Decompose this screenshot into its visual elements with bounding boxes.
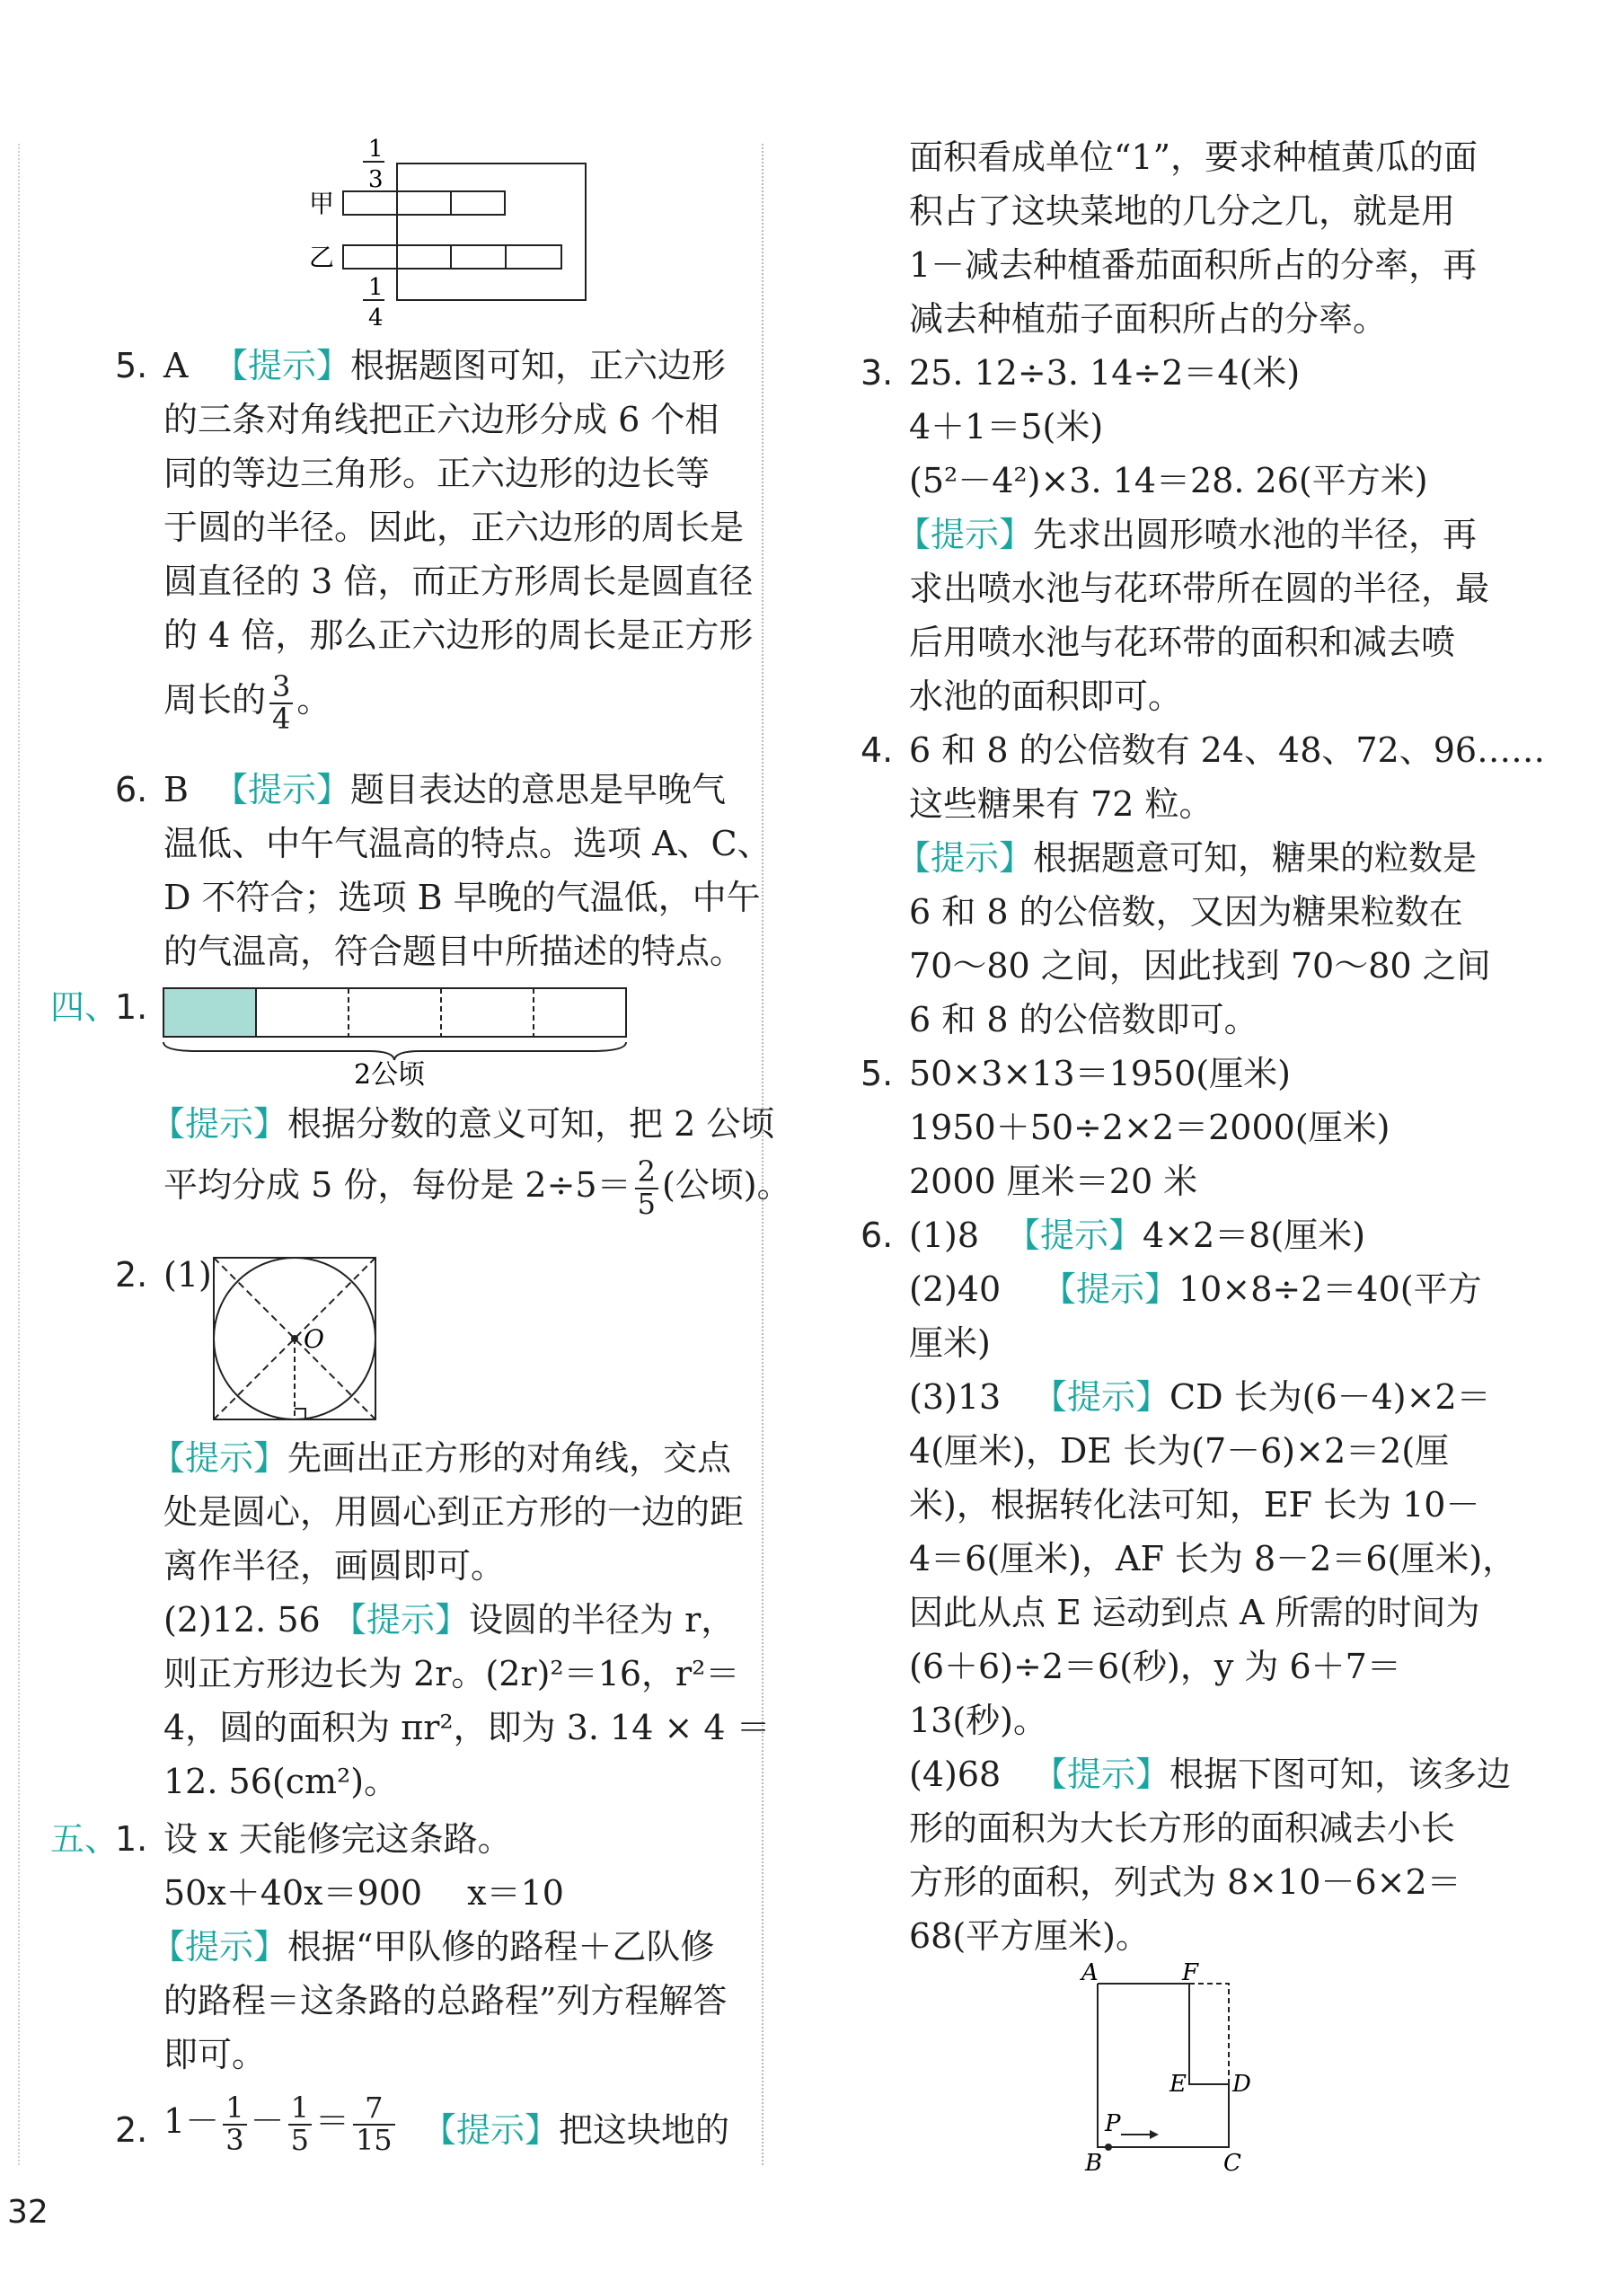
s5-q2-cont-line: 1－减去种植番茄面积所占的分率，再 bbox=[909, 245, 1478, 285]
hint-label: 【提示】 bbox=[151, 1927, 288, 1967]
s5-q6-p3-line: (6＋6)÷2＝6(秒)，y 为 6＋7＝ bbox=[909, 1647, 1401, 1686]
hint-label: 【提示】 bbox=[214, 346, 351, 385]
s4-q1-last-prefix: 平均分成 5 份，每份是 2÷5＝ bbox=[163, 1165, 631, 1206]
s4-q2-hint-line: 离作半径，画圆即可。 bbox=[163, 1546, 506, 1586]
fraction-1-3 bbox=[223, 2093, 246, 2155]
q3-6-number: 6. bbox=[115, 770, 148, 809]
s5-q6-p2-hint: 10×8÷2＝40(平方 bbox=[1178, 1269, 1482, 1309]
q3-5-line: 圆直径的 3 倍，而正方形周长是圆直径 bbox=[163, 561, 754, 601]
s5-q2-cont-line: 积占了这块菜地的几分之几，就是用 bbox=[909, 191, 1456, 231]
frac-num: 2 bbox=[635, 1157, 658, 1189]
q3-5-line: 同的等边三角形。正六边形的边长等 bbox=[163, 454, 710, 493]
column-separator bbox=[762, 144, 763, 2165]
hint-label: 【提示】 bbox=[1042, 1269, 1179, 1309]
frac-den: 15 bbox=[355, 2122, 393, 2157]
yi-label: 乙 bbox=[309, 243, 335, 272]
section-5-label: 五、 bbox=[50, 1819, 119, 1859]
s4-q1-number: 1. bbox=[115, 987, 148, 1027]
s5-q5-line: 2000 厘米＝20 米 bbox=[909, 1162, 1198, 1201]
expr-a: 1－ bbox=[163, 2101, 220, 2142]
label-c: C bbox=[1223, 2150, 1241, 2177]
s5-q4-line: 6 和 8 的公倍数有 24、48、72、96…… bbox=[909, 730, 1546, 770]
s5-q6-p4-line: 68(平方厘米)。 bbox=[909, 1916, 1151, 1956]
s5-q6-p3-hint: CD 长为(6－4)×2＝ bbox=[1169, 1377, 1491, 1417]
q3-6-line: D 不符合；选项 B 早晚的气温低，中午 bbox=[163, 878, 761, 917]
hint-label: 【提示】 bbox=[214, 770, 351, 809]
q3-5-line: 的 4 倍，那么正六边形的周长是正方形 bbox=[163, 615, 754, 655]
square-circle-figure bbox=[210, 1254, 381, 1425]
label-d: D bbox=[1232, 2071, 1251, 2098]
q3-5-line: 于圆的半径。因此，正六边形的周长是 bbox=[163, 508, 745, 547]
s5-q4-hint-line: 6 和 8 的公倍数，又因为糖果粒数在 bbox=[909, 892, 1463, 932]
s4-q2-part2-answer: (2)12. 56 bbox=[163, 1600, 321, 1640]
s5-q1-hint-line: 即可。 bbox=[163, 2035, 267, 2074]
label-a: A bbox=[1081, 1959, 1099, 1986]
label-e: E bbox=[1169, 2071, 1187, 2098]
s5-q6-p3-line: 13(秒)。 bbox=[909, 1701, 1048, 1740]
q3-5-last-suffix: 。 bbox=[296, 680, 331, 720]
s4-q2-part2-line: 12. 56(cm²)。 bbox=[163, 1762, 399, 1801]
hint-label: 【提示】 bbox=[1006, 1216, 1143, 1255]
s5-q6-number: 6. bbox=[861, 1216, 894, 1255]
s5-q6-p3-answer: (3)13 bbox=[909, 1377, 1002, 1417]
fraction-3-4 bbox=[269, 669, 293, 736]
polygon-figure bbox=[1069, 1958, 1275, 2183]
fraction-2-5 bbox=[635, 1154, 658, 1221]
fraction-1-5 bbox=[288, 2093, 312, 2155]
s5-q4-hint-line: 根据题意可知，糖果的粒数是 bbox=[1033, 838, 1478, 878]
s5-q3-number: 3. bbox=[861, 353, 894, 393]
frac-num: 7 bbox=[353, 2093, 395, 2126]
hint-label: 【提示】 bbox=[1033, 1377, 1170, 1417]
s5-q6-p4-line: 形的面积为大长方形的面积减去小长 bbox=[909, 1808, 1456, 1848]
bottom-frac-num: 1 bbox=[368, 274, 384, 301]
s5-q3-hint-line: 先求出圆形喷水池的半径，再 bbox=[1033, 515, 1478, 554]
s5-q1-line: 设 x 天能修完这条路。 bbox=[163, 1819, 512, 1859]
q3-5-line: 根据题图可知，正六边形 bbox=[350, 346, 727, 385]
s5-q4-number: 4. bbox=[861, 730, 894, 770]
s5-q4-hint-line: 6 和 8 的公倍数即可。 bbox=[909, 1000, 1258, 1039]
hint-label: 【提示】 bbox=[422, 2110, 560, 2150]
s5-q6-p4-line: 方形的面积，列式为 8×10－6×2＝ bbox=[909, 1862, 1461, 1902]
s4-q2-part2-line: 则正方形边长为 2r。(2r)²＝16，r²＝ bbox=[163, 1654, 740, 1693]
s4-q2-part1: (1) bbox=[163, 1255, 212, 1295]
s5-q4-hint-line: 70～80 之间，因此找到 70～80 之间 bbox=[909, 946, 1491, 986]
s4-q1-hint-line: 根据分数的意义可知，把 2 公顷 bbox=[287, 1104, 775, 1144]
s5-q6-p3-line: 米)，根据转化法可知，EF 长为 10－ bbox=[909, 1485, 1480, 1525]
s5-q3-hint-line: 后用喷水池与花环带的面积和减去喷 bbox=[909, 623, 1456, 662]
s5-q3-line: 4＋1＝5(米) bbox=[909, 407, 1104, 446]
s5-q1-line: 50x＋40x＝900 x＝10 bbox=[163, 1873, 564, 1913]
jia-label: 甲 bbox=[309, 189, 335, 218]
s5-q6-p1-hint: 4×2＝8(厘米) bbox=[1143, 1216, 1366, 1255]
q3-6-line: 的气温高，符合题目中所描述的特点。 bbox=[163, 932, 745, 971]
s5-q3-line: 25. 12÷3. 14÷2＝4(米) bbox=[909, 353, 1301, 393]
s5-q3-hint-line: 求出喷水池与花环带所在圆的半径，最 bbox=[909, 569, 1490, 608]
frac-den: 3 bbox=[225, 2122, 244, 2157]
page-number: 32 bbox=[7, 2194, 49, 2231]
hint-label: 【提示】 bbox=[151, 1104, 288, 1144]
s5-q4-line: 这些糖果有 72 粒。 bbox=[909, 784, 1214, 824]
s4-q1-last-line bbox=[163, 1154, 791, 1221]
s5-q2-expression bbox=[163, 2093, 399, 2155]
s5-q3-hint-line: 水池的面积即可。 bbox=[909, 676, 1183, 716]
s4-q1-last-suffix: (公顷)。 bbox=[661, 1165, 791, 1206]
margin-dots bbox=[18, 144, 20, 2165]
bottom-frac-den: 4 bbox=[368, 305, 384, 332]
frac-num: 1 bbox=[288, 2093, 312, 2126]
s5-q3-line: (5²－4²)×3. 14＝28. 26(平方米) bbox=[909, 461, 1428, 500]
top-frac-num: 1 bbox=[368, 136, 384, 163]
s4-q2-part2-line: 4，圆的面积为 πr²，即为 3. 14 × 4 ＝ bbox=[163, 1708, 771, 1747]
q3-6-answer: B bbox=[163, 770, 189, 809]
s4-q2-hint-line: 处是圆心，用圆心到正方形的一边的距 bbox=[163, 1492, 745, 1532]
s5-q6-p1-answer: (1)8 bbox=[909, 1216, 980, 1255]
frac-den: 5 bbox=[290, 2122, 309, 2157]
q3-5-line: 的三条对角线把正六边形分成 6 个相 bbox=[163, 400, 719, 439]
s5-q6-p2-cont: 厘米) bbox=[909, 1323, 991, 1363]
s4-q2-part2-hint: 设圆的半径为 r， bbox=[469, 1600, 736, 1640]
label-b: B bbox=[1085, 2150, 1103, 2177]
s5-q6-p4-answer: (4)68 bbox=[909, 1755, 1002, 1794]
frac-den: 5 bbox=[637, 1186, 656, 1221]
s5-q2-hint-start: 把这块地的 bbox=[559, 2110, 730, 2150]
s5-q6-p4-hint: 根据下图可知，该多边 bbox=[1169, 1755, 1512, 1794]
s5-q6-p3-line: 因此从点 E 运动到点 A 所需的时间为 bbox=[909, 1593, 1480, 1632]
s5-q2-number: 2. bbox=[115, 2110, 148, 2150]
s5-q5-line: 1950＋50÷2×2＝2000(厘米) bbox=[909, 1108, 1390, 1147]
hint-label: 【提示】 bbox=[332, 1600, 470, 1640]
q3-5-number: 5. bbox=[115, 346, 148, 385]
hint-label: 【提示】 bbox=[151, 1438, 288, 1478]
frac-num: 3 bbox=[269, 672, 293, 704]
label-p: P bbox=[1105, 2110, 1121, 2137]
label-f: F bbox=[1182, 1959, 1199, 1986]
s5-q1-number: 1. bbox=[115, 1819, 148, 1859]
s5-q5-number: 5. bbox=[861, 1054, 894, 1093]
s4-q2-number: 2. bbox=[115, 1255, 148, 1295]
fraction-7-15 bbox=[353, 2093, 395, 2155]
q3-5-last-prefix: 周长的 bbox=[163, 680, 267, 720]
q3-5-answer: A bbox=[163, 346, 189, 385]
s5-q6-p2-answer: (2)40 bbox=[909, 1269, 1002, 1309]
top-frac-den: 3 bbox=[368, 166, 384, 193]
s5-q1-hint-line: 的路程＝这条路的总路程”列方程解答 bbox=[163, 1981, 728, 2020]
q3-6-line: 温低、中午气温高的特点。选项 A、C、 bbox=[163, 824, 772, 863]
frac-num: 1 bbox=[223, 2093, 246, 2126]
section-4-label: 四、 bbox=[50, 987, 119, 1027]
hint-label: 【提示】 bbox=[896, 515, 1034, 554]
q3-5-last-line bbox=[163, 669, 331, 736]
s5-q2-cont-line: 面积看成单位“1”，要求种植黄瓜的面 bbox=[909, 137, 1478, 177]
hint-label: 【提示】 bbox=[1033, 1755, 1170, 1794]
expr-b: － bbox=[250, 2101, 285, 2142]
hint-label: 【提示】 bbox=[896, 838, 1034, 878]
s4-q2-hint-line: 先画出正方形的对角线，交点 bbox=[287, 1438, 732, 1478]
s5-q2-cont-line: 减去种植茄子面积所占的分率。 bbox=[909, 299, 1388, 339]
s5-q6-p3-line: 4(厘米)，DE 长为(7－6)×2＝2(厘 bbox=[909, 1431, 1450, 1471]
s5-q1-hint-line: 根据“甲队修的路程＋乙队修 bbox=[287, 1927, 715, 1967]
s5-q6-p3-line: 4＝6(厘米)，AF 长为 8－2＝6(厘米)， bbox=[909, 1539, 1517, 1578]
s5-q5-line: 50×3×13＝1950(厘米) bbox=[909, 1054, 1291, 1093]
hectare-bar-figure bbox=[162, 986, 638, 1087]
frac-den: 4 bbox=[272, 701, 291, 736]
q3-6-line: 题目表达的意思是早晚气 bbox=[350, 770, 727, 809]
center-o-label: O bbox=[304, 1324, 324, 1354]
bar-total-label: 2公顷 bbox=[354, 1059, 426, 1087]
fraction-bar-figure bbox=[296, 135, 602, 332]
expr-c: ＝ bbox=[314, 2101, 349, 2142]
